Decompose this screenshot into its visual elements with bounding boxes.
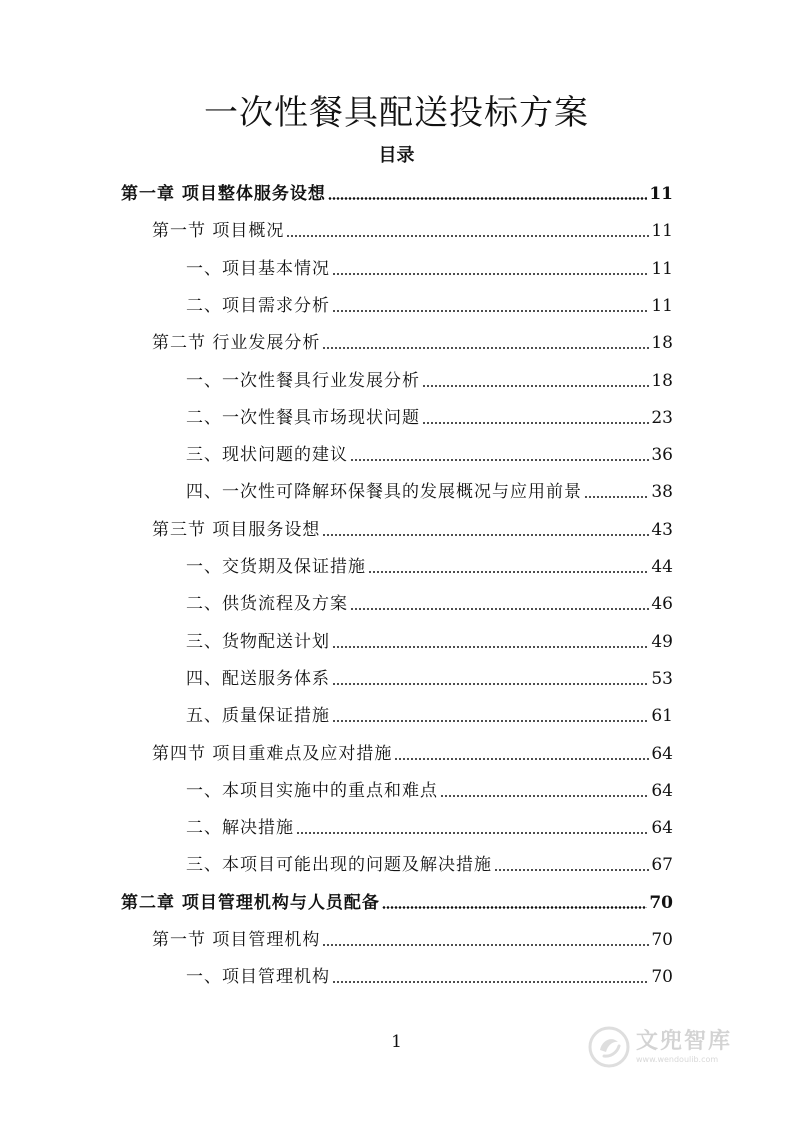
toc-dot-leader	[286, 235, 649, 237]
toc-entry-page: 70	[651, 930, 673, 950]
toc-entry-page: 61	[651, 706, 673, 726]
toc-heading: 目录	[378, 145, 415, 166]
toc-dot-leader	[494, 869, 649, 871]
toc-entry-title: 四、一次性可降解环保餐具的发展概况与应用前景	[186, 482, 582, 502]
toc-entry-page: 46	[651, 594, 673, 614]
toc-entry-page: 11	[651, 296, 673, 316]
toc-entry[interactable]	[186, 548, 673, 578]
toc-entry-page: 11	[651, 259, 673, 279]
toc-entry-title: 第四节 项目重难点及应对措施	[152, 744, 393, 764]
toc-entry-page: 53	[651, 669, 673, 689]
toc-entry[interactable]	[186, 958, 673, 988]
toc-entry-page: 70	[649, 893, 673, 913]
toc-entry-title: 二、解决措施	[186, 818, 294, 838]
toc-dot-leader	[332, 310, 649, 312]
toc-entry-title: 三、本项目可能出现的问题及解决措施	[186, 855, 492, 875]
toc-entry-title: 二、供货流程及方案	[186, 594, 348, 614]
toc-dot-leader	[322, 944, 649, 946]
toc-entry-page: 49	[651, 632, 673, 652]
toc-dot-leader	[350, 608, 649, 610]
toc-entry[interactable]	[186, 250, 673, 280]
wendou-logo-icon	[588, 1026, 630, 1068]
toc-entry-page: 64	[651, 744, 673, 764]
toc-entry[interactable]	[186, 660, 673, 690]
watermark-brand: 文兜智库	[636, 1029, 733, 1054]
toc-entry[interactable]	[186, 362, 673, 392]
toc-entry[interactable]	[186, 772, 673, 802]
toc-entry-page: 64	[651, 781, 673, 801]
toc-dot-leader	[322, 347, 649, 349]
toc-entry-title: 第一节 项目管理机构	[152, 930, 321, 950]
toc-entry[interactable]	[186, 436, 673, 466]
toc-entry-title: 一、项目基本情况	[186, 259, 330, 279]
toc-entry[interactable]	[186, 623, 673, 653]
toc-entry[interactable]	[186, 697, 673, 727]
toc-entry[interactable]	[121, 884, 673, 914]
toc-dot-leader	[368, 571, 649, 573]
toc-dot-leader	[440, 795, 649, 797]
toc-entry-title: 一、交货期及保证措施	[186, 557, 366, 577]
toc-entry-page: 38	[651, 482, 673, 502]
toc-entry[interactable]	[186, 809, 673, 839]
toc-entry[interactable]	[186, 846, 673, 876]
toc-entry[interactable]	[152, 324, 673, 354]
toc-entry-title: 第一章 项目整体服务设想	[121, 184, 326, 204]
toc-entry-page: 70	[651, 967, 673, 987]
toc-entry-title: 三、货物配送计划	[186, 632, 330, 652]
toc-entry[interactable]	[152, 735, 673, 765]
toc-dot-leader	[382, 906, 647, 909]
toc-dot-leader	[332, 646, 649, 648]
watermark-url: www.wendoulib.com	[636, 1055, 719, 1064]
toc-entry[interactable]	[186, 585, 673, 615]
toc-entry[interactable]	[152, 212, 673, 242]
toc-entry-title: 三、现状问题的建议	[186, 445, 348, 465]
toc-entry-page: 11	[649, 184, 673, 204]
toc-dot-leader	[422, 385, 649, 387]
toc-entry-title: 五、质量保证措施	[186, 706, 330, 726]
toc-dot-leader	[322, 534, 649, 536]
toc-entry-title: 第二章 项目管理机构与人员配备	[121, 893, 380, 913]
toc-entry-page: 67	[651, 855, 673, 875]
toc-entry-title: 第三节 项目服务设想	[152, 520, 321, 540]
toc-entry-title: 四、配送服务体系	[186, 669, 330, 689]
toc-entry-title: 第一节 项目概况	[152, 221, 285, 241]
toc-entry-page: 23	[651, 408, 673, 428]
toc-entry-page: 44	[651, 557, 673, 577]
toc-entry-page: 64	[651, 818, 673, 838]
toc-entry[interactable]	[186, 473, 673, 503]
toc-entry-page: 18	[651, 333, 673, 353]
toc-entry-page: 43	[651, 520, 673, 540]
toc-dot-leader	[332, 981, 649, 983]
toc-dot-leader	[328, 197, 647, 200]
toc-entry-title: 二、一次性餐具市场现状问题	[186, 408, 420, 428]
toc-dot-leader	[332, 720, 649, 722]
toc-entry-page: 36	[651, 445, 673, 465]
toc-dot-leader	[296, 832, 649, 834]
toc-dot-leader	[394, 758, 649, 760]
toc-entry[interactable]	[186, 399, 673, 429]
toc-dot-leader	[332, 273, 649, 275]
toc-entry-title: 一、本项目实施中的重点和难点	[186, 781, 438, 801]
toc-entry-page: 18	[651, 371, 673, 391]
toc-entry-title: 一、项目管理机构	[186, 967, 330, 987]
toc-entry-page: 11	[651, 221, 673, 241]
toc-entry-title: 一、一次性餐具行业发展分析	[186, 371, 420, 391]
toc-entry-title: 第二节 行业发展分析	[152, 333, 321, 353]
document-title: 一次性餐具配送投标方案	[204, 93, 589, 133]
toc-entry[interactable]	[186, 287, 673, 317]
toc-dot-leader	[332, 683, 649, 685]
watermark	[588, 1022, 768, 1072]
toc-entry[interactable]	[121, 175, 673, 205]
toc-entry-title: 二、项目需求分析	[186, 296, 330, 316]
toc-dot-leader	[584, 496, 649, 498]
toc-dot-leader	[350, 459, 649, 461]
toc-entry[interactable]	[152, 921, 673, 951]
page-number: 1	[391, 1032, 402, 1052]
toc-dot-leader	[422, 422, 649, 424]
toc-entry[interactable]	[152, 511, 673, 541]
